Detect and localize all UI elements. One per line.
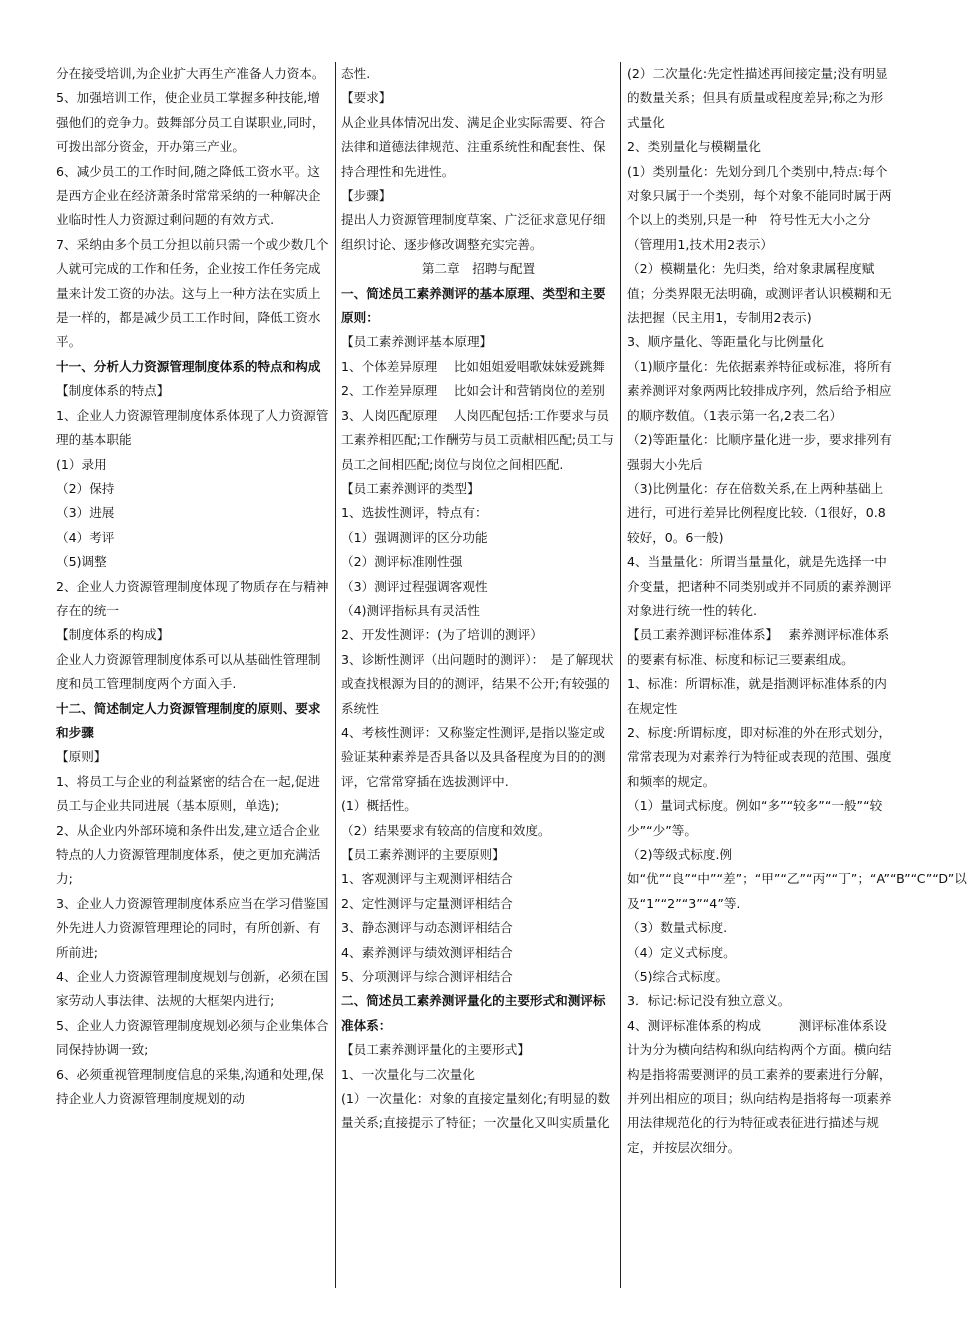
paragraph: 【员工素养测评量化的主要形式】 xyxy=(341,1042,530,1058)
paragraph: (1）一次量化：对象的直接定量刻化;有明显的数量关系;直接提示了特征；一次量化又叫实质量化 xyxy=(341,1091,611,1131)
paragraph: 6、减少员工的工作时间,随之降低工资水平。这是西方企业在经济萧条时常常采纳的一种解决企业临时性人力资源过剩问题的有效方式. xyxy=(56,163,321,228)
paragraph: （5)综合式标度。 xyxy=(627,969,729,985)
paragraph: 2、企业人力资源管理制度体现了物质存在与精神存在的统一 xyxy=(56,578,329,618)
text-column-right xyxy=(627,62,967,1288)
paragraph: （2）测评标准刚性强 xyxy=(341,554,463,570)
paragraph: 1、企业人力资源管理制度体系体现了人力资源管理的基本职能 xyxy=(56,407,329,448)
paragraph: 态性. xyxy=(341,66,371,81)
paragraph: （2)等级式标度.例如“优”“良”“中”“差”；“甲”“乙”“丙”“丁”；“A”“B”“C”“D”以及“1”“2”“3”“4”等. xyxy=(627,847,967,911)
paragraph: 分在接受培训,为企业扩大再生产准备人力资本。 xyxy=(56,66,325,81)
paragraph: 3．标记:标记没有独立意义。 xyxy=(627,993,791,1009)
paragraph: 4、当量量化：所谓当量量化，就是先选择一中介变量，把诸种不同类别或并不同质的素养测评对象进行统一性的转化. xyxy=(627,554,892,618)
paragraph: 【原则】 xyxy=(56,749,107,765)
section-heading: 一、简述员工素养测评的基本原理、类型和主要原则： xyxy=(341,285,606,326)
paragraph: 2、开发性测评：(为了培训的测评） xyxy=(341,627,543,643)
paragraph: 1、一次量化与二次量化 xyxy=(341,1066,475,1082)
paragraph: 企业人力资源管理制度体系可以从基础性管理制度和员工管理制度两个方面入手. xyxy=(56,651,321,692)
paragraph: 3、人岗匹配原理 人岗匹配包括:工作要求与员工素养相匹配;工作酬劳与员工贡献相匹配;员工与员工之间相匹配;岗位与岗位之间相匹配. xyxy=(341,407,614,472)
chapter-title: 第二章 招聘与配置 xyxy=(421,261,536,277)
paragraph: （1)顺序量化：先依据素养特征或标准，将所有素养测评对象两两比较排成序列，然后给予相应的顺序数值。（1表示第一名,2表二名） xyxy=(627,358,892,423)
paragraph: （2）保持 xyxy=(56,480,115,496)
paragraph: 从企业具体情况出发、满足企业实际需要、符合法律和道德法律规范、注重系统性和配套性、保持合理性和先进性。 xyxy=(341,114,606,179)
paragraph: 3、静态测评与动态测评相结合 xyxy=(341,920,513,936)
document-page xyxy=(56,62,967,1288)
paragraph: 【员工素养测评基本原理】 xyxy=(341,334,493,350)
paragraph: 2、类别量化与模糊量化 xyxy=(627,139,761,155)
text-column-middle xyxy=(341,62,616,1288)
paragraph: 4、企业人力资源管理制度规划与创新，必须在国家劳动人事法律、法规的大框架内进行; xyxy=(56,969,329,1009)
section-heading: 十二、简述制定人力资源管理制度的原则、要求和步骤 xyxy=(56,700,321,740)
paragraph: (1）类别量化：先划分到几个类别中,特点:每个对象只属于一个类别，每个对象不能同时属于两个以上的类别,只是一种 符号性无大小之分（管理用1,技术用2表示） xyxy=(627,163,892,252)
section-heading: 十一、分析人力资源管理制度体系的特点和构成 xyxy=(56,358,321,374)
paragraph: 5、分项测评与综合测评相结合 xyxy=(341,969,513,985)
paragraph: 提出人力资源管理制度草案、广泛征求意见仔细组织讨论、逐步修改调整充实完善。 xyxy=(341,212,606,252)
paragraph: 3、企业人力资源管理制度体系应当在学习借鉴国外先进人力资源管理理论的同时，有所创新、有所前进; xyxy=(56,895,329,960)
paragraph: 2、从企业内外部环境和条件出发,建立适合企业特点的人力资源管理制度体系，使之更加充满活力; xyxy=(56,822,321,887)
paragraph: 1、选拔性测评，特点有： xyxy=(341,505,488,521)
paragraph: 【员工素养测评标准体系】 素养测评标准体系的要素有标准、标度和标记三要素组成。 xyxy=(627,627,890,667)
paragraph: （5)调整 xyxy=(56,554,107,570)
paragraph: （4）考评 xyxy=(56,529,115,545)
paragraph: 3、诊断性测评（出问题时的测评）： 是了解现状或查找根源为目的的测评，结果不公开;有较强的系统性 xyxy=(341,651,614,716)
paragraph: 【员工素养测评的类型】 xyxy=(341,480,480,496)
column-divider xyxy=(620,62,621,1288)
paragraph: 5、加强培训工作，使企业员工掌握多种技能,增强他们的竞争力。鼓舞部分员工自谋职业,同时，可拨出部分资金，开办第三产业。 xyxy=(56,90,325,155)
paragraph: 【员工素养测评的主要原则】 xyxy=(341,847,505,862)
paragraph: 2、工作差异原理 比如会计和营销岗位的差别 xyxy=(341,383,605,399)
paragraph: 3、顺序量化、等距量化与比例量化 xyxy=(627,334,824,350)
paragraph: 1、客观测评与主观测评相结合 xyxy=(341,871,513,887)
paragraph: 1、个体差异原理 比如姐姐爱唱歌妹妹爱跳舞 xyxy=(341,358,605,374)
paragraph: 7、采纳由多个员工分担以前只需一个或少数几个人就可完成的工作和任务，企业按工作任务完成量来计发工资的办法。这与上一种方法在实质上是一样的，都是减少员工工作时间，降低工资水平。 xyxy=(56,236,329,350)
paragraph: 【制度体系的特点】 xyxy=(56,383,170,399)
paragraph: 4、考核性测评：又称鉴定性测评,是指以鉴定或验证某种素养是否具备以及具备程度为目的的测评，它常常穿插在选拔测评中. xyxy=(341,724,606,789)
paragraph: （4）定义式标度。 xyxy=(627,944,736,960)
paragraph: （2）模糊量化：先归类，给对象隶属程度赋值；分类界限无法明确，或测评者认识模糊和无法把握（民主用1，专制用2表示) xyxy=(627,261,892,326)
paragraph: （3）进展 xyxy=(56,505,115,521)
paragraph: 2、标度:所谓标度，即对标准的外在形式划分，常常表现为对素养行为特征或表现的范围、强度和频率的规定。 xyxy=(627,724,892,789)
paragraph: 【步骤】 xyxy=(341,188,392,204)
text-column-left xyxy=(56,62,331,1288)
paragraph: (2）二次量化:先定性描述再间接定量;没有明显的数量关系；但具有质量或程度差异;称之为形式量化 xyxy=(627,66,888,130)
column-divider xyxy=(335,62,336,1288)
paragraph: 4、素养测评与绩效测评相结合 xyxy=(341,944,513,960)
paragraph: 【制度体系的构成】 xyxy=(56,627,170,643)
paragraph: 【要求】 xyxy=(341,90,392,106)
paragraph: (1）录用 xyxy=(56,456,107,472)
paragraph: 6、必须重视管理制度信息的采集,沟通和处理,保持企业人力资源管理制度规划的动 xyxy=(56,1066,324,1107)
paragraph: （3）测评过程强调客观性 xyxy=(341,578,488,594)
paragraph: （3）数量式标度. xyxy=(627,920,728,936)
paragraph: （3)比例量化：存在倍数关系,在上两种基础上进行，可进行差异比例程度比较.（1很好，0.8较好，0。6一般) xyxy=(627,480,886,545)
paragraph: 1、标准：所谓标准，就是指测评标准体系的内在规定性 xyxy=(627,676,887,716)
section-heading: 二、简述员工素养测评量化的主要形式和测评标准体系： xyxy=(341,993,606,1033)
paragraph: 1、将员工与企业的利益紧密的结合在一起,促进员工与企业共同进展（基本原则，单选); xyxy=(56,773,320,814)
paragraph: （2)等距量化：比顺序量化进一步，要求排列有强弱大小先后 xyxy=(627,432,892,472)
paragraph: (1）概括性。 xyxy=(341,798,417,814)
paragraph: （1）量词式标度。例如“多”“较多”“一般”“较少”“少”等。 xyxy=(627,798,883,838)
paragraph: 4、测评标准体系的构成 测评标准体系设计为分为横向结构和纵向结构两个方面。横向结构是指将需要测评的员工素养的要素进行分解，并列出相应的项目；纵向结构是指将每一项素养 用法律规范化的行为特征或表征进行描述与规定，并按层次细分。 xyxy=(627,1017,892,1155)
paragraph: 2、定性测评与定量测评相结合 xyxy=(341,895,513,911)
paragraph: （1）强调测评的区分功能 xyxy=(341,529,488,545)
paragraph: （2）结果要求有较高的信度和效度。 xyxy=(341,822,551,838)
paragraph: （4)测评指标具有灵活性 xyxy=(341,602,480,618)
paragraph: 5、企业人力资源管理制度规划必须与企业集体合同保持协调一致; xyxy=(56,1017,329,1058)
